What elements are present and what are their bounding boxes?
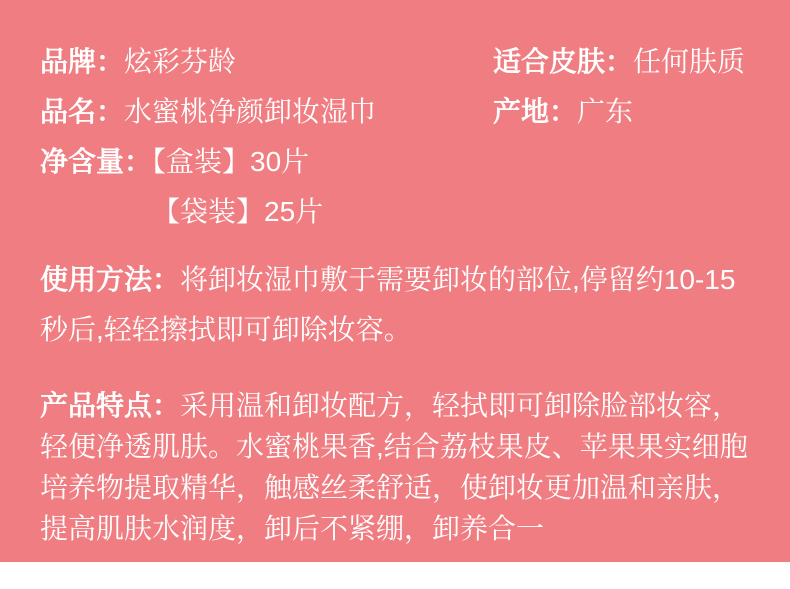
row-net-content-bag [40, 187, 756, 237]
features-label: 产品特点： [40, 390, 181, 421]
usage-label: 使用方法： [40, 264, 181, 295]
product-name-field [40, 96, 376, 127]
net-content-label: 净含量： [40, 146, 153, 177]
origin-field [493, 87, 633, 137]
brand-label: 品牌： [40, 46, 125, 77]
row-net-content-box [40, 137, 756, 187]
brand-value: 炫彩芬龄 [124, 46, 237, 77]
net-content-bag-value: 【袋装】25片 [152, 196, 324, 227]
origin-value: 广东 [577, 96, 634, 127]
usage-section [40, 255, 756, 355]
row-brand-skin [40, 37, 756, 87]
skin-type-value: 任何肤质 [633, 46, 746, 77]
origin-label: 产地： [493, 96, 578, 127]
brand-field [40, 46, 236, 77]
features-section [40, 385, 756, 549]
product-name-value: 水蜜桃净颜卸妆湿巾 [124, 96, 377, 127]
skin-type-field [493, 37, 745, 87]
usage-text: 将卸妆湿巾敷于需要卸妆的部位,停留约10-15秒后,轻轻擦拭即可卸除妆容。 [40, 264, 736, 345]
bottom-white-strip [0, 562, 790, 589]
row-name-origin [40, 87, 756, 137]
net-content-box-value: 【盒装】30片 [152, 146, 310, 177]
features-text: 采用温和卸妆配方，轻拭即可卸除脸部妆容，轻便净透肌肤。水蜜桃果香,结合荔枝果皮、苹果果实细胞培养物提取精华，触感丝柔舒适，使卸妆更加温和亲肤，提高肌肤水润度，卸后不紧绷，卸养合一 [40, 390, 748, 544]
net-content-field [40, 146, 309, 177]
skin-type-label: 适合皮肤： [493, 46, 634, 77]
product-name-label: 品名： [40, 96, 125, 127]
